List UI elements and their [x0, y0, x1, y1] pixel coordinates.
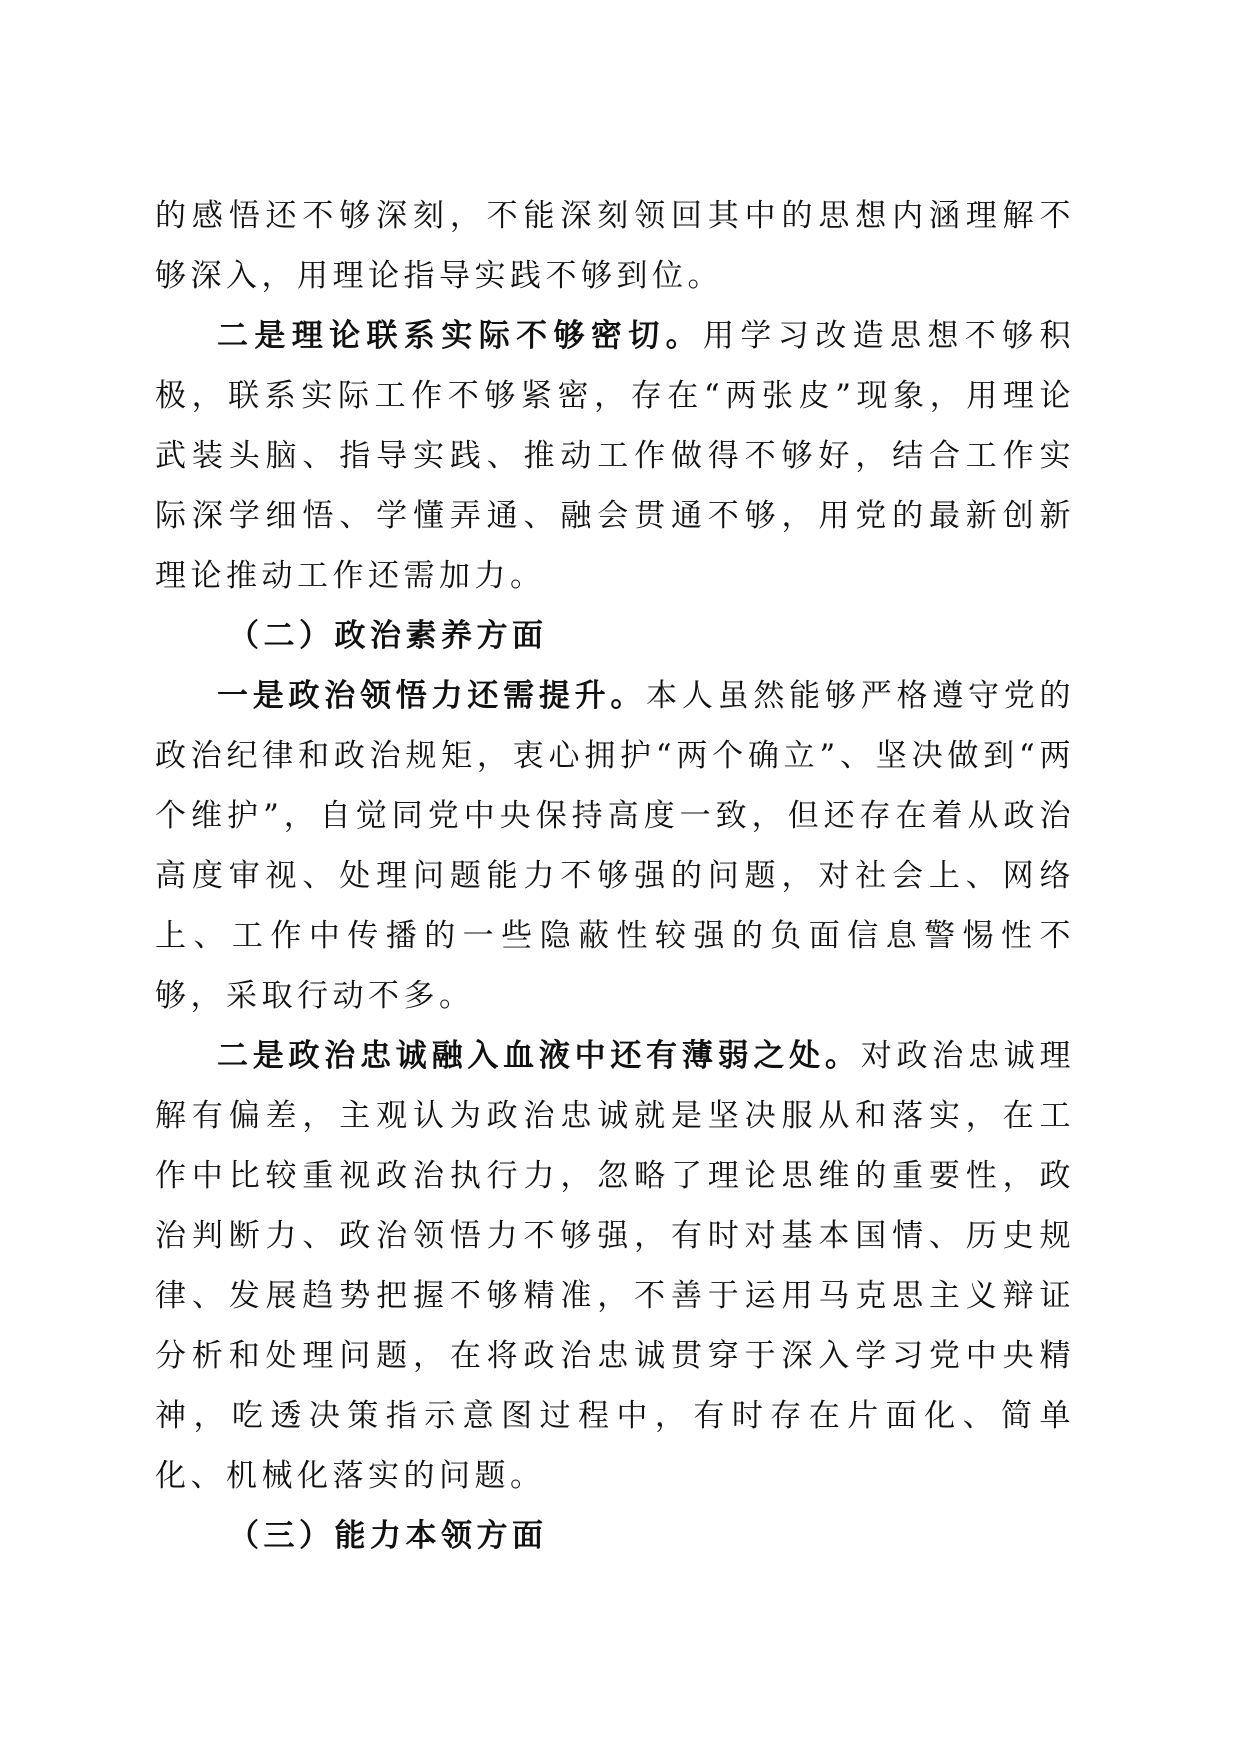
paragraph-theory-practice — [155, 306, 1075, 606]
paragraph-lead: 二是理论联系实际不够密切。 — [217, 318, 704, 354]
paragraph-text: 对政治忠诚理解有偏差，主观认为政治忠诚就是坚决服从和落实，在工作中比较重视政治执行力，忽略了理论思维的重要性，政治判断力、政治领悟力不够强，有时对基本国情、历史规律、发展趋势把握不够精准，不善于运用马克思主义辩证分析和处理问题，在将政治忠诚贯穿于深入学习党中央精神，吃透决策指示意图过程中，有时存在片面化、简单化、机械化落实的问题。 — [155, 1038, 1076, 1494]
paragraph-text: 的感悟还不够深刻，不能深刻领回其中的思想内涵理解不够深入，用理论指导实践不够到位。 — [155, 198, 1075, 294]
section-heading-ability: （三）能力本领方面 — [228, 1518, 548, 1554]
paragraph-continuation — [155, 186, 1075, 306]
paragraph-political-insight — [155, 666, 1075, 1026]
paragraph-text: 用学习改造思想不够积极，联系实际工作不够紧密，存在“两张皮”现象，用理论武装头脑、指导实践、推动工作做得不够好，结合工作实际深学细悟、学懂弄通、融会贯通不够，用党的最新创新理论推动工作还需加力。 — [155, 318, 1076, 594]
paragraph-text: 本人虽然能够严格遵守党的政治纪律和政治规矩，衷心拥护“两个确立”、坚决做到“两个维护”，自觉同党中央保持高度一致，但还存在着从政治高度审视、处理问题能力不够强的问题，对社会上、网络上、工作中传播的一些隐蔽性较强的负面信息警惕性不够，采取行动不多。 — [155, 678, 1076, 1014]
document-body — [155, 186, 1075, 1566]
paragraph-political-loyalty — [155, 1026, 1075, 1506]
section-heading-political-quality: （二）政治素养方面 — [228, 618, 548, 654]
paragraph-lead: 二是政治忠诚融入血液中还有薄弱之处。 — [217, 1038, 861, 1074]
paragraph-lead: 一是政治领悟力还需提升。 — [217, 678, 647, 714]
